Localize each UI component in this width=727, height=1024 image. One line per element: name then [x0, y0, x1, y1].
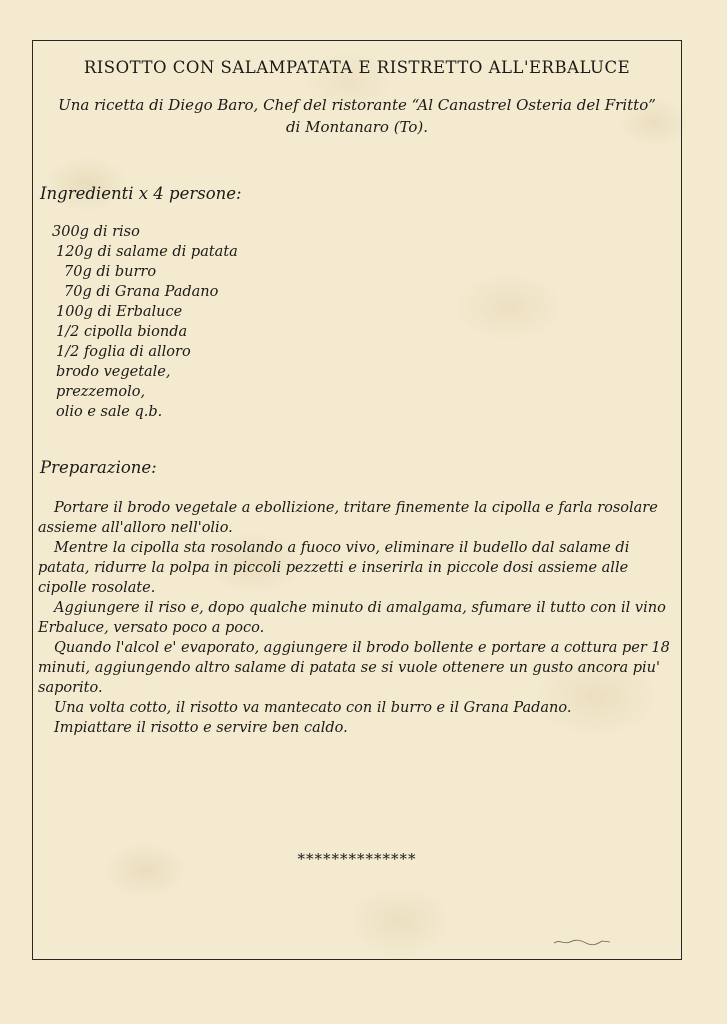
- ingredient-item: 70g di Grana Padano: [64, 284, 219, 300]
- ingredient-item: olio e sale q.b.: [56, 404, 163, 420]
- ingredient-item: 70g di burro: [64, 264, 157, 280]
- ingredients-heading: Ingredienti x 4 persone:: [40, 184, 242, 203]
- ingredient-item: 120g di salame di patata: [56, 244, 238, 260]
- ingredient-item: brodo vegetale,: [56, 364, 171, 380]
- preparation-step: Quando l'alcol e' evaporato, aggiungere il brodo bollente e portare a cottura per 18 minuti, aggiungendo altro salame di patata se si vuole ottenere un gusto ancora piu' saporito.: [38, 640, 670, 696]
- ingredient-item: prezzemolo,: [56, 384, 146, 400]
- preparation-step: Una volta cotto, il risotto va mantecato con il burro e il Grana Padano.: [54, 700, 572, 716]
- recipe-credit-line-1: Una ricetta di Diego Baro, Chef del ristorante “Al Canastrel Osteria del Fritto”: [58, 96, 656, 114]
- ingredients-list: [0, 222, 238, 422]
- preparation-text: [38, 498, 678, 738]
- ingredient-item: 1/2 foglia di alloro: [56, 344, 191, 360]
- preparation-step: Portare il brodo vegetale a ebollizione, tritare finemente la cipolla e farla rosolare assieme all'alloro nell'olio.: [38, 500, 658, 536]
- ingredient-item: 100g di Erbaluce: [56, 304, 183, 320]
- ingredient-item: 300g di riso: [52, 224, 140, 240]
- preparation-heading: Preparazione:: [40, 458, 157, 477]
- preparation-step: Impiattare il risotto e servire ben caldo.: [54, 720, 348, 736]
- recipe-credit-line-2: di Montanaro (To).: [285, 118, 429, 136]
- separator-stars: **************: [297, 850, 417, 868]
- signature-scribble: [552, 936, 612, 948]
- preparation-step: Aggiungere il riso e, dopo qualche minuto di amalgama, sfumare il tutto con il vino Erbaluce, versato poco a poco.: [38, 600, 666, 636]
- ingredient-item: 1/2 cipolla bionda: [56, 324, 188, 340]
- preparation-step: Mentre la cipolla sta rosolando a fuoco vivo, eliminare il budello dal salame di patata, ridurre la polpa in piccoli pezzetti e inserirla in piccole dosi assieme alle cipolle rosolate.: [38, 540, 630, 596]
- recipe-title: RISOTTO CON SALAMPATATA E RISTRETTO ALL'ERBALUCE: [83, 58, 631, 77]
